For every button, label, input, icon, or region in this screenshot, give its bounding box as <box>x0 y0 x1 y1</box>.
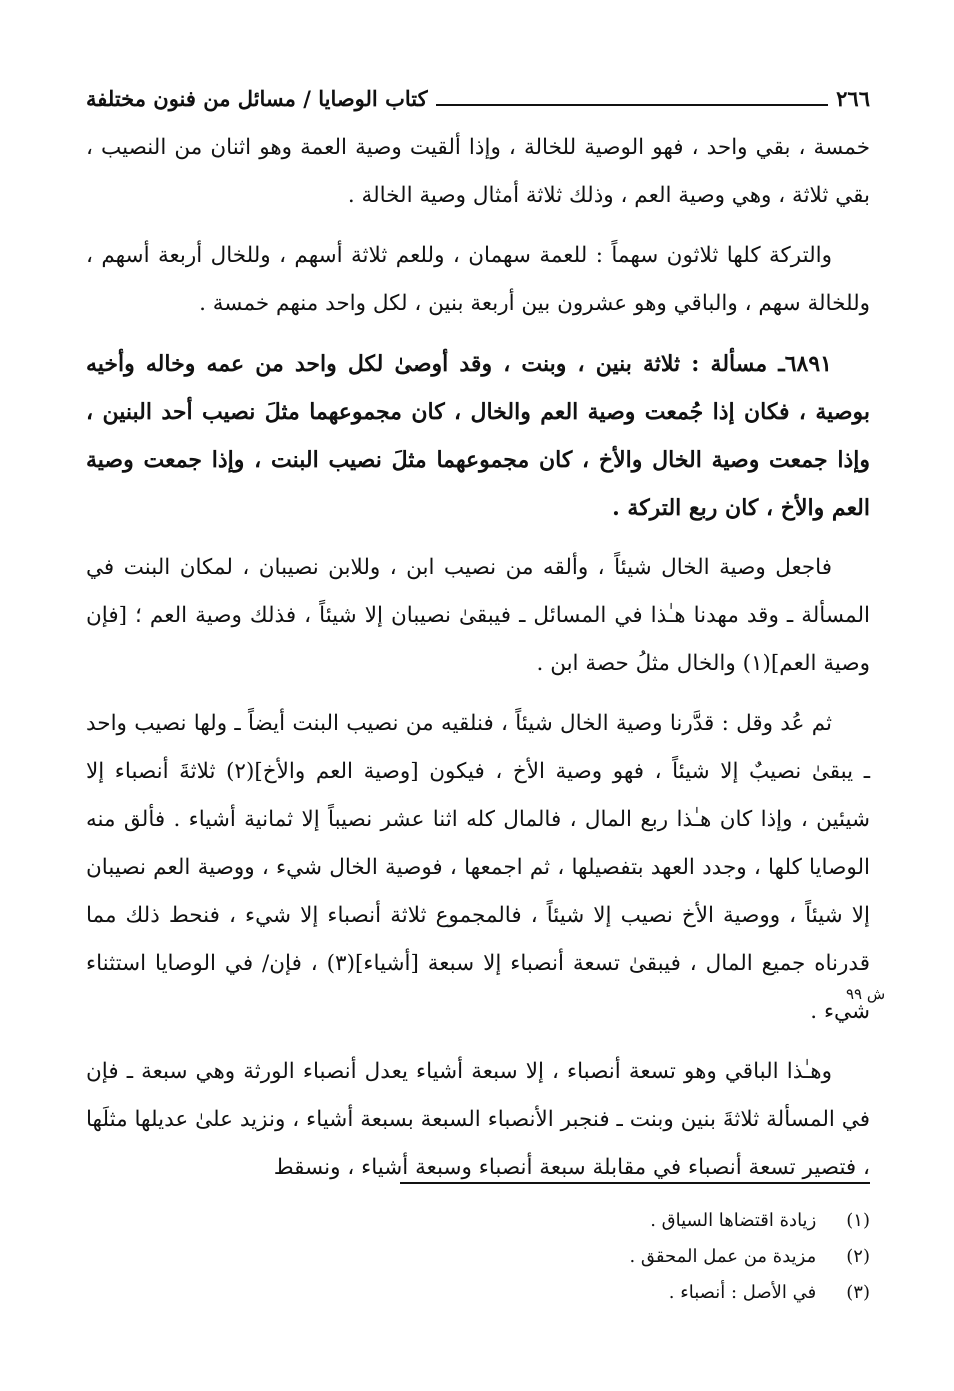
footnote-separator <box>400 1182 870 1184</box>
footnote-text: زيادة اقتضاها السياق . <box>650 1210 817 1231</box>
page-number: ٢٦٦ <box>836 85 870 111</box>
running-header <box>86 78 870 118</box>
footnote-number: (١) <box>846 1210 870 1231</box>
footnote <box>86 1239 870 1275</box>
footnote-number: (٣) <box>846 1282 870 1303</box>
footnote <box>86 1275 870 1311</box>
footnote-text: في الأصل : أنصباء . <box>668 1282 817 1303</box>
footnote <box>86 1203 870 1239</box>
footnote-number: (٢) <box>846 1246 870 1267</box>
paragraph: فاجعل وصية الخال شيئاً ، وألقه من نصيب ابن ، وللابن نصيبان ، لمكان البنت في المسألة ـ وقد مهدنا هـٰذا في المسائل ـ فيبقىٰ نصيبان إلا شيئاً ، فذلك وصية العم ؛ [فإن وصية العم](١) والخال مثلُ حصة ابن . <box>86 555 870 676</box>
manuscript-folio-marker: ش ٩٩ <box>846 985 886 1003</box>
paragraph: ثم عُد وقل : قدَّرنا وصية الخال شيئاً ، فنلقيه من نصيب البنت أيضاً ـ ولها نصيب واحد ـ يبقىٰ نصيبٌ إلا شيئاً ، فهو وصية الأخ ، فيكون [وصية العم والأخ](٢) ثلاثةَ أنصباء إلا شيئين ، وإذا كان هـٰذا ربع المال ، فالمال كله اثنا عشر نصيباً إلا ثمانية أشياء . فألق منه الوصايا كلها ، وجدد العهد بتفصيلها ، ثم اجمعها ، فوصية الخال شيء ، ووصية العم نصيبان إلا شيئاً ، ووصية الأخ نصيب إلا شيئاً ، فالمجموع ثلاثة أنصباء إلا شيء ، فنحط ذلك مما قدرناه جميع المال ، فيبقىٰ تسعة أنصباء إلا سبعة [أشياء](٣) ، فإن/ في الوصايا استثناء شيء . <box>86 711 870 1024</box>
footnotes <box>86 1203 870 1311</box>
header-rule <box>436 104 829 106</box>
paragraph-continuation: خمسة ، بقي واحد ، فهو الوصية للخالة ، وإذا ألقيت وصية العمة وهو اثنان من النصيب ، بقي ثلاثة ، وهي وصية العم ، وذلك ثلاثة أمثال وصية الخالة . <box>86 135 870 208</box>
paragraph: وهـٰذا الباقي وهو تسعة أنصباء ، إلا سبعة أشياء يعدل أنصباء الورثة وهي سبعة ـ فإن في المسألة ثلاثةَ بنين وبنت ـ فنجبر الأنصباء السبعة بسبعة أشياء ، ونزيد علىٰ عديلها مثلَها ، فتصير تسعة أنصباء في مقابلة سبعة أنصباء وسبعة أشياء ، ونسقط <box>86 1059 870 1180</box>
footnote-text: مزيدة من عمل المحقق . <box>629 1246 817 1267</box>
running-title: كتاب الوصايا / مسائل من فنون مختلفة <box>86 85 428 111</box>
paragraph: والتركة كلها ثلاثون سهماً : للعمة سهمان ، وللعم ثلاثة أسهم ، وللخال أربعة أسهم ، وللخالة سهم ، والباقي وهو عشرون بين أربعة بنين ، لكل واحد منهم خمسة . <box>86 243 870 316</box>
main-text <box>86 124 870 1204</box>
problem-statement: ٦٨٩١ـ مسألة : ثلاثة بنين ، وبنت ، وقد أوصىٰ لكل واحد من عمه وخاله وأخيه بوصية ، فكان إذا جُمعت وصية العم والخال ، كان مجموعهما مثلَ نصيب أحد البنين ، وإذا جمعت وصية الخال والأخ ، كان مجموعهما مثلَ نصيب البنت ، وإذا جمعت وصية العم والأخ ، كان ربع التركة . <box>86 351 870 521</box>
